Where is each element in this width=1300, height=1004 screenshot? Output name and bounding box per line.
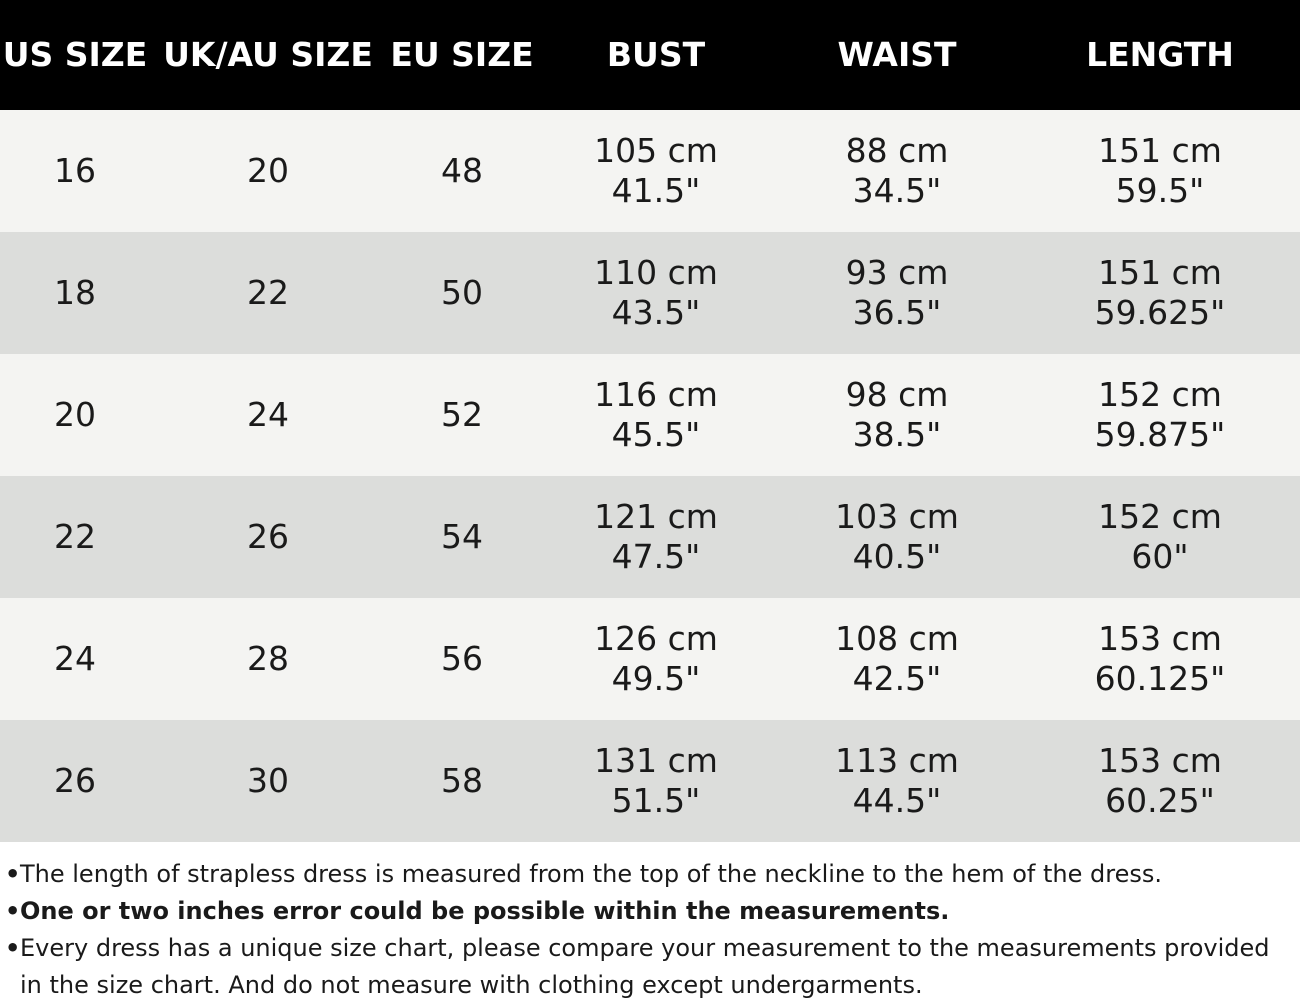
note-measurement-error: • One or two inches error could be possible within the measurements. [20,893,1280,930]
cell-length: 151 cm 59.625" [1020,232,1300,354]
table-row [0,598,1300,720]
table-row [0,110,1300,232]
cell-bust: 105 cm 41.5" [538,110,774,232]
cell-bust: 116 cm 45.5" [538,354,774,476]
cell-waist: 103 cm 40.5" [774,476,1020,598]
cell-waist: 98 cm 38.5" [774,354,1020,476]
cell-uk-au-size: 24 [150,354,386,476]
header-waist: WAIST [774,0,1020,110]
cell-eu-size: 50 [386,232,538,354]
cell-eu-size: 54 [386,476,538,598]
cell-bust: 110 cm 43.5" [538,232,774,354]
note-unique-size-chart: • Every dress has a unique size chart, please compare your measurement to the measurements provided in the size chart. And do not measure with clothing except undergarments. [20,930,1280,1004]
cell-uk-au-size: 20 [150,110,386,232]
cell-uk-au-size: 28 [150,598,386,720]
measurement-notes [0,842,1300,1004]
cell-us-size: 24 [0,598,150,720]
bullet-icon: • [5,934,21,962]
header-bust: BUST [538,0,774,110]
table-row [0,476,1300,598]
cell-length: 152 cm 59.875" [1020,354,1300,476]
cell-uk-au-size: 22 [150,232,386,354]
cell-length: 151 cm 59.5" [1020,110,1300,232]
table-row [0,720,1300,842]
table-row [0,354,1300,476]
cell-uk-au-size: 30 [150,720,386,842]
table-row [0,232,1300,354]
cell-length: 152 cm 60" [1020,476,1300,598]
note-length-measurement: • The length of strapless dress is measured from the top of the neckline to the hem of the dress. [20,856,1280,893]
cell-bust: 121 cm 47.5" [538,476,774,598]
cell-eu-size: 48 [386,110,538,232]
cell-length: 153 cm 60.125" [1020,598,1300,720]
cell-eu-size: 58 [386,720,538,842]
cell-us-size: 16 [0,110,150,232]
cell-waist: 113 cm 44.5" [774,720,1020,842]
cell-us-size: 26 [0,720,150,842]
cell-eu-size: 56 [386,598,538,720]
cell-bust: 126 cm 49.5" [538,598,774,720]
header-us-size: US SIZE [0,0,150,110]
cell-uk-au-size: 26 [150,476,386,598]
cell-waist: 108 cm 42.5" [774,598,1020,720]
cell-waist: 93 cm 36.5" [774,232,1020,354]
cell-waist: 88 cm 34.5" [774,110,1020,232]
cell-us-size: 22 [0,476,150,598]
bullet-icon: • [5,897,21,925]
cell-eu-size: 52 [386,354,538,476]
bullet-icon: • [5,860,21,888]
header-uk-au-size: UK/AU SIZE [150,0,386,110]
header-eu-size: EU SIZE [386,0,538,110]
header-length: LENGTH [1020,0,1300,110]
cell-length: 153 cm 60.25" [1020,720,1300,842]
cell-bust: 131 cm 51.5" [538,720,774,842]
cell-us-size: 20 [0,354,150,476]
cell-us-size: 18 [0,232,150,354]
header-row [0,0,1300,110]
